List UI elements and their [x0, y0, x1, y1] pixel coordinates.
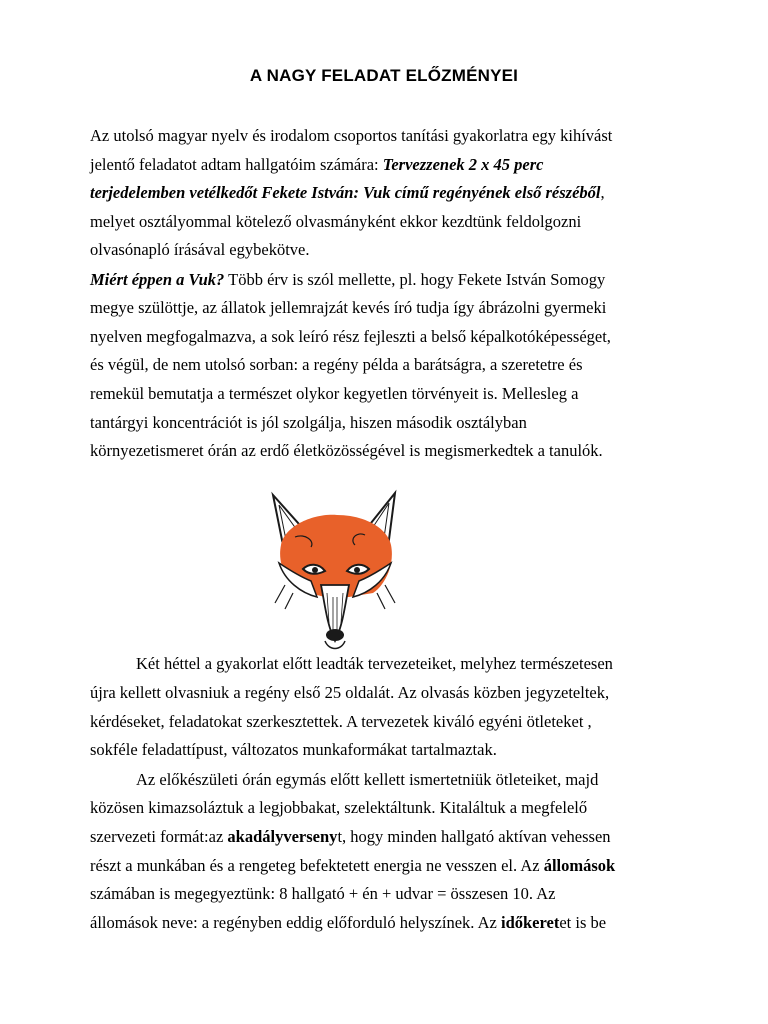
fox-illustration-icon	[245, 485, 425, 655]
bold-term: akadályverseny	[227, 827, 338, 846]
paragraph-2-line-5: remekül bemutatja a természet olykor kegyetlen törvényeit is. Mellesleg a	[90, 384, 579, 403]
paragraph-1-line-4: melyet osztályommal kötelező olvasmányként ekkor kezdtünk feldolgozni	[90, 212, 582, 231]
paragraph-3-line-2: újra kellett olvasniuk a regény első 25 oldalát. Az olvasás közben jegyzeteltek,	[90, 683, 610, 702]
paragraph-4-line-2: közösen kimazsoláztuk a legjobbakat, szelektáltunk. Kitaláltuk a megfelelő	[90, 798, 588, 817]
paragraph-2-line-1	[90, 270, 605, 290]
question-emphasis: Miért éppen a Vuk?	[90, 270, 225, 289]
task-emphasis: Tervezzenek 2 x 45 perc	[382, 155, 544, 174]
paragraph-4-line-1: Az előkészületi órán egymás előtt kellett ismertetniük ötleteiket, majd	[136, 770, 599, 789]
text-span: jelentő feladatot adtam hallgatóim számára:	[90, 155, 383, 174]
text-span: ,	[600, 183, 605, 202]
paragraph-4-line-5: számában is megegyeztünk: 8 hallgató + én + udvar = összesen 10. Az	[90, 884, 556, 903]
paragraph-2-line-7: környezetismeret órán az erdő életközösségével is megismerkedtek a tanulók.	[90, 441, 603, 460]
paragraph-1-line-5: olvasónapló írásával egybekötve.	[90, 240, 310, 259]
text-span: állomások neve: a regényben eddig előforduló helyszínek. Az	[90, 913, 501, 932]
paragraph-3-line-1: Két héttel a gyakorlat előtt leadták tervezeteiket, melyhez természetesen	[136, 654, 613, 673]
bold-term: állomások	[543, 856, 616, 875]
paragraph-2-line-2: megye szülöttje, az állatok jellemrajzát kevés író tudja így ábrázolni gyermeki	[90, 298, 607, 317]
text-span: szervezeti formát:az	[90, 827, 228, 846]
text-span: t, hogy minden hallgató aktívan vehessen	[337, 827, 611, 846]
text-span: részt a munkában és a rengeteg befektetett energia ne vesszen el. Az	[90, 856, 544, 875]
paragraph-3-line-3: kérdéseket, feladatokat szerkesztettek. A tervezetek kiváló egyéni ötleteket ,	[90, 712, 592, 731]
paragraph-4-line-4	[90, 856, 615, 876]
paragraph-4-line-3	[90, 827, 611, 847]
paragraph-1-line-2	[90, 155, 543, 175]
paragraph-2-line-3: nyelven megfogalmazva, a sok leíró rész fejleszti a belső képalkotóképességet,	[90, 327, 611, 346]
paragraph-1-line-3	[90, 183, 605, 203]
paragraph-2-line-4: és végül, de nem utolsó sorban: a regény példa a barátságra, a szeretetre és	[90, 355, 583, 374]
text-span: et is be	[559, 913, 607, 932]
paragraph-1-line-1: Az utolsó magyar nyelv és irodalom csoportos tanítási gyakorlatra egy kihívást	[90, 126, 613, 145]
paragraph-3-line-4: sokféle feladattípust, változatos munkaformákat tartalmaztak.	[90, 740, 497, 759]
page-title: A NAGY FELADAT ELŐZMÉNYEI	[249, 66, 519, 85]
text-span: Több érv is szól mellette, pl. hogy Fekete István Somogy	[224, 270, 606, 289]
bold-term: időkeret	[501, 913, 560, 932]
task-emphasis: terjedelemben vetélkedőt Fekete István: Vuk című regényének első részéből	[90, 183, 601, 202]
paragraph-4-line-6	[90, 913, 606, 933]
paragraph-2-line-6: tantárgyi koncentrációt is jól szolgálja, hiszen második osztályban	[90, 413, 527, 432]
